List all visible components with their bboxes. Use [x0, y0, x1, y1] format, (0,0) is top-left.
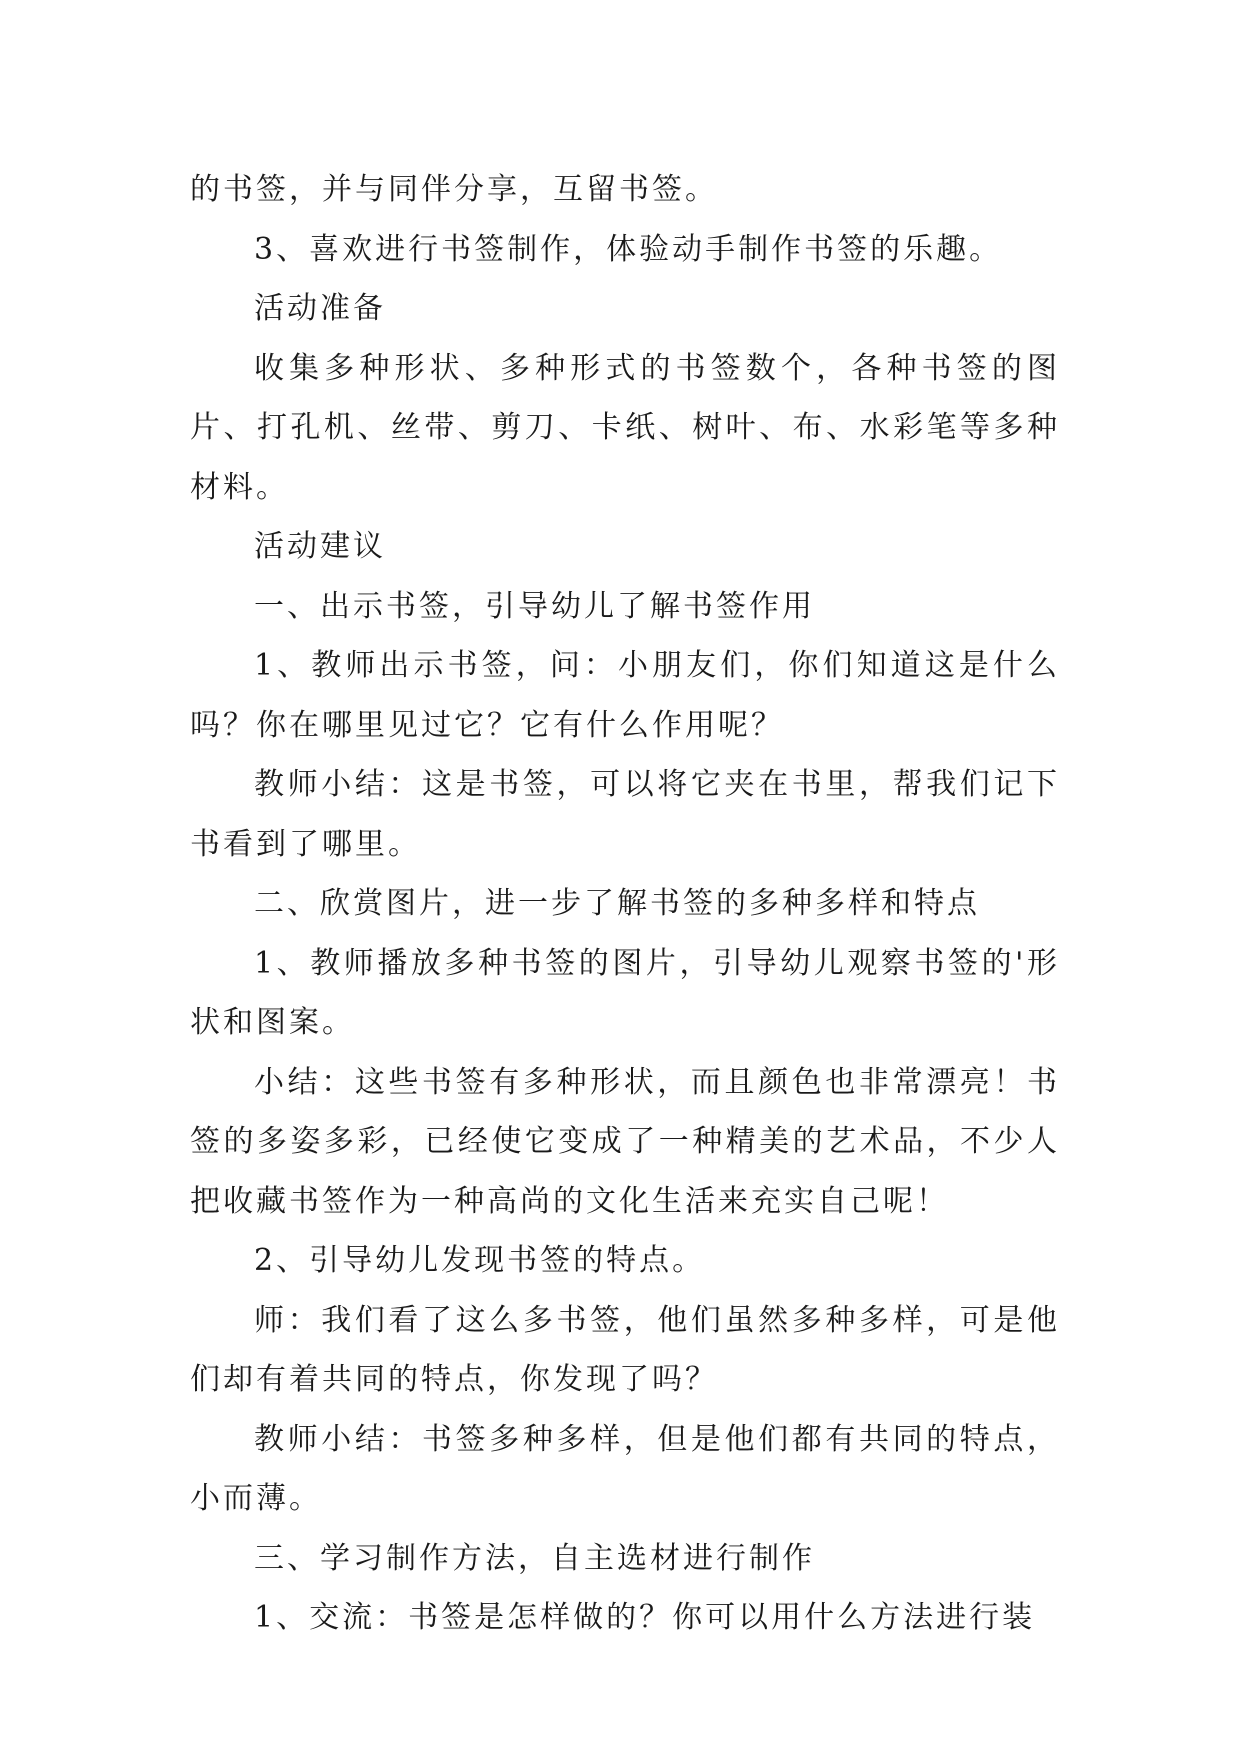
paragraph-step-3-1: 1、交流：书签是怎样做的？你可以用什么方法进行装: [254, 1600, 1036, 1635]
paragraph-summary-2: 小结：这些书签有多种形状，而且颜色也非常漂亮！书签的多姿多彩，已经使它变成了一种精美的艺术品，不少人把收藏书签作为一种高尚的文化生活来充实自己呢！: [190, 1064, 1060, 1219]
paragraph-teacher-question: 师：我们看了这么多书签，他们虽然多种多样，可是他们却有着共同的特点，你发现了吗？: [190, 1302, 1060, 1397]
paragraph-materials: 收集多种形状、多种形式的书签数个，各种书签的图片、打孔机、丝带、剪刀、卡纸、树叶、布、水彩笔等多种材料。: [190, 350, 1060, 505]
paragraph-step-2-1: 1、教师播放多种书签的图片，引导幼儿观察书签的'形状和图案。: [190, 945, 1060, 1040]
document-body: [190, 160, 1060, 1648]
section-1-title: 一、出示书签，引导幼儿了解书签作用: [254, 588, 815, 624]
paragraph-teacher-summary-1: 教师小结：这是书签，可以将它夹在书里，帮我们记下书看到了哪里。: [190, 767, 1060, 862]
heading-activity-suggestions: 活动建议: [254, 529, 386, 564]
heading-activity-preparation: 活动准备: [254, 291, 386, 326]
paragraph-continuation: 的书签，并与同伴分享，互留书签。: [190, 172, 718, 207]
paragraph-goal-3: 3、喜欢进行书签制作，体验动手制作书签的乐趣。: [254, 231, 1003, 267]
paragraph-teacher-summary-2: 教师小结：书签多种多样，但是他们都有共同的特点，小而薄。: [190, 1421, 1060, 1516]
section-2-title: 二、欣赏图片，进一步了解书签的多种多样和特点: [254, 886, 980, 921]
paragraph-step-2-2: 2、引导幼儿发现书签的特点。: [254, 1243, 706, 1278]
section-3-title: 三、学习制作方法，自主选材进行制作: [254, 1540, 815, 1576]
paragraph-step-1-1: 1、教师出示书签，问：小朋友们，你们知道这是什么吗？你在哪里见过它？它有什么作用呢？: [190, 648, 1060, 743]
